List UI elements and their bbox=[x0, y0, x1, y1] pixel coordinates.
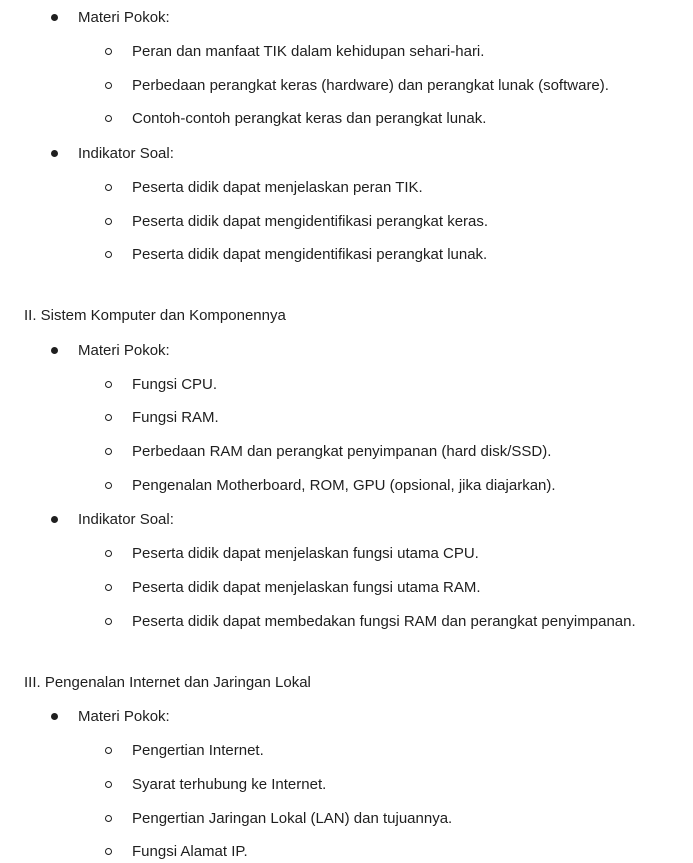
bullet-icon bbox=[51, 150, 58, 157]
s2-materi-label: Materi Pokok: bbox=[78, 342, 170, 359]
list-item-text: Peserta didik dapat mengidentifikasi perangkat keras. bbox=[132, 213, 489, 230]
circle-bullet-icon bbox=[105, 82, 112, 89]
bullet-icon bbox=[51, 516, 58, 523]
circle-bullet-icon bbox=[105, 584, 112, 591]
list-item-text: Peserta didik dapat menjelaskan fungsi utama RAM. bbox=[132, 579, 481, 596]
list-item-text: Peserta didik dapat mengidentifikasi perangkat lunak. bbox=[132, 246, 488, 263]
list-item-text: Pengertian Internet. bbox=[132, 742, 264, 759]
circle-bullet-icon bbox=[105, 550, 112, 557]
circle-bullet-icon bbox=[105, 414, 112, 421]
circle-bullet-icon bbox=[105, 448, 112, 455]
bullet-icon bbox=[51, 713, 58, 720]
list-item-text: Peserta didik dapat menjelaskan peran TIK. bbox=[132, 179, 423, 196]
list-item-text: Peserta didik dapat menjelaskan fungsi utama CPU. bbox=[132, 545, 479, 562]
circle-bullet-icon bbox=[105, 618, 112, 625]
list-item-text: Peran dan manfaat TIK dalam kehidupan sehari-hari. bbox=[132, 43, 485, 60]
list-item-text: Perbedaan RAM dan perangkat penyimpanan (hard disk/SSD). bbox=[132, 443, 552, 460]
list-item-text: Perbedaan perangkat keras (hardware) dan perangkat lunak (software). bbox=[132, 77, 609, 94]
list-item-text: Syarat terhubung ke Internet. bbox=[132, 776, 327, 793]
circle-bullet-icon bbox=[105, 381, 112, 388]
list-item-text: Fungsi Alamat IP. bbox=[132, 843, 248, 860]
circle-bullet-icon bbox=[105, 747, 112, 754]
circle-bullet-icon bbox=[105, 48, 112, 55]
circle-bullet-icon bbox=[105, 781, 112, 788]
circle-bullet-icon bbox=[105, 218, 112, 225]
s2-indikator-label: Indikator Soal: bbox=[78, 511, 174, 528]
list-item-text: Fungsi CPU. bbox=[132, 376, 218, 393]
list-item-text: Fungsi RAM. bbox=[132, 409, 219, 426]
circle-bullet-icon bbox=[105, 184, 112, 191]
circle-bullet-icon bbox=[105, 848, 112, 855]
list-item-text: Contoh-contoh perangkat keras dan perangkat lunak. bbox=[132, 110, 487, 127]
section-heading: III. Pengenalan Internet dan Jaringan Lokal bbox=[24, 674, 311, 691]
list-item-text: Pengertian Jaringan Lokal (LAN) dan tujuannya. bbox=[132, 810, 453, 827]
circle-bullet-icon bbox=[105, 115, 112, 122]
list-item-text: Peserta didik dapat membedakan fungsi RAM dan perangkat penyimpanan. bbox=[132, 613, 636, 630]
s3-materi-label: Materi Pokok: bbox=[78, 708, 170, 725]
bullet-icon bbox=[51, 14, 58, 21]
list-item-text: Pengenalan Motherboard, ROM, GPU (opsional, jika diajarkan). bbox=[132, 477, 556, 494]
circle-bullet-icon bbox=[105, 482, 112, 489]
circle-bullet-icon bbox=[105, 815, 112, 822]
section-heading: II. Sistem Komputer dan Komponennya bbox=[24, 307, 286, 324]
bullet-icon bbox=[51, 347, 58, 354]
s1-indikator-label: Indikator Soal: bbox=[78, 145, 174, 162]
circle-bullet-icon bbox=[105, 251, 112, 258]
s1-materi-label: Materi Pokok: bbox=[78, 9, 170, 26]
